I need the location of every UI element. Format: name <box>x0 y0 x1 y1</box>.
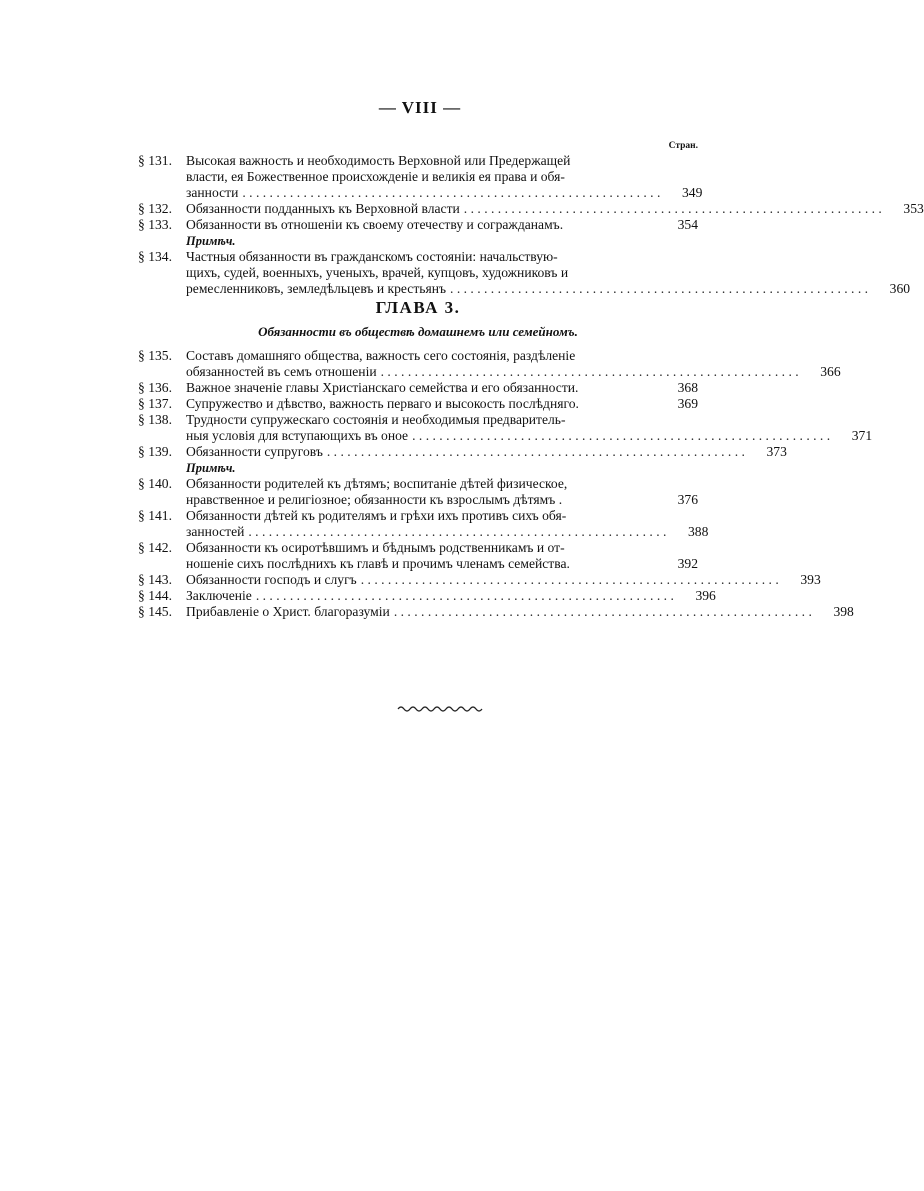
page-ref: 368 <box>677 380 698 395</box>
page-number: — VIII — <box>378 98 462 117</box>
toc-entry <box>138 572 821 588</box>
section-number: § 145. <box>138 604 172 619</box>
entry-title <box>186 588 678 604</box>
toc-entry <box>138 444 787 460</box>
section-number: § 138. <box>138 412 172 427</box>
section-number: § 142. <box>138 540 172 555</box>
section-number: § 140. <box>138 476 172 491</box>
entry-title <box>186 444 749 460</box>
entry-title-line: обязанностей въ семъ отношеніи <box>186 364 377 379</box>
entry-title-line: Обязанности подданныхъ къ Верховной власти <box>186 201 460 216</box>
section-2b-entries <box>138 476 854 620</box>
section-number: § 137. <box>138 396 172 411</box>
entry-title-last-line <box>186 604 816 620</box>
page-ref: 366 <box>820 364 841 379</box>
toc-entry <box>138 380 698 396</box>
entry-title <box>186 153 664 201</box>
dot-leader <box>361 572 779 588</box>
entry-title-line: власти, ея Божественное происхожденіе и великія ея права и обя- <box>186 169 565 184</box>
toc-entry <box>138 348 841 380</box>
section-number: § 143. <box>138 572 172 587</box>
entry-title-line: Важное значеніе главы Христіанскаго семейства и его обязанности. <box>186 380 579 395</box>
entry-title <box>186 604 816 620</box>
toc-entry <box>138 217 698 233</box>
section-number: § 131. <box>138 153 172 168</box>
entry-title <box>186 508 670 540</box>
toc-block-2 <box>138 348 873 620</box>
page-ref: 393 <box>800 572 821 587</box>
entry-title-last-line <box>186 364 803 380</box>
entry-title <box>186 572 783 588</box>
section-number: § 132. <box>138 201 172 216</box>
toc-entry <box>138 396 698 412</box>
dot-leader <box>412 428 830 444</box>
dot-leader <box>248 524 666 540</box>
entry-title-last-line <box>186 428 834 444</box>
entry-title-last-line <box>186 556 660 572</box>
section-number: § 141. <box>138 508 172 523</box>
entry-title-last-line <box>186 217 660 233</box>
entry-title-line: ношеніе сихъ послѣднихъ къ главѣ и прочимъ членамъ семейства. <box>186 556 570 571</box>
entry-title-line: занности <box>186 185 239 200</box>
entry-title-last-line <box>186 380 660 396</box>
section-number: § 134. <box>138 249 172 264</box>
dot-leader <box>242 185 660 201</box>
entry-title <box>186 540 660 572</box>
chapter-title: ГЛАВА 3. <box>375 298 461 317</box>
entry-title-line: Высокая важность и необходимость Верховной или Предержащей <box>186 153 571 168</box>
entry-title-last-line <box>186 444 749 460</box>
dot-leader <box>450 281 868 297</box>
toc-entry <box>138 588 716 604</box>
entry-title <box>186 348 803 380</box>
entry-title-line: Составъ домашняго общества, важность сего состоянія, раздѣленіе <box>186 348 576 363</box>
page-ref: 396 <box>695 588 716 603</box>
entry-title <box>186 396 660 412</box>
page-ref: 369 <box>677 396 698 411</box>
entry-title-last-line <box>186 185 664 201</box>
note-label: Примѣч. <box>186 461 236 475</box>
entry-title-line: Супружество и дѣвство, важность перваго и высокость послѣдняго. <box>186 396 579 411</box>
entry-title-line: ныя условія для вступающихъ въ оное <box>186 428 409 443</box>
dot-leader <box>464 201 882 217</box>
page-ref: 349 <box>681 185 703 200</box>
entry-title-line: Прибавленіе о Христ. благоразуміи <box>186 604 390 619</box>
entry-title-line: Заключеніе <box>186 588 252 603</box>
entry-title-line: щихъ, судей, военныхъ, ученыхъ, врачей, купцовъ, художниковъ и <box>186 265 569 280</box>
entry-title-line: Трудности супружескаго состоянія и необходимыя предваритель- <box>186 412 566 427</box>
entry-title-line: Обязанности къ осиротѣвшимъ и бѣднымъ родственникамъ и от- <box>186 540 565 555</box>
entry-title-line: Обязанности родителей къ дѣтямъ; воспитаніе дѣтей физическое, <box>186 476 568 491</box>
entry-title-line: Обязанности въ отношеніи къ своему отечеству и согражданамъ. <box>186 217 564 232</box>
page-ref: 398 <box>833 604 854 619</box>
section-2-entries <box>138 348 873 460</box>
toc-entry <box>138 249 911 297</box>
entry-title-line: Обязанности дѣтей къ родителямъ и грѣхи ихъ противъ сихъ обя- <box>186 508 567 523</box>
toc-entry <box>138 540 698 572</box>
page-ref: 354 <box>677 217 698 232</box>
section-number: § 136. <box>138 380 172 395</box>
section-number: § 139. <box>138 444 172 459</box>
chapter-subtitle: Обязанности въ обществѣ домашнемъ или семейномъ. <box>258 324 578 339</box>
section-number: § 135. <box>138 348 172 363</box>
section-1b-entries <box>138 249 911 297</box>
page-ref: 353 <box>903 201 924 216</box>
entry-title-last-line <box>186 492 660 508</box>
toc-entry <box>138 201 924 217</box>
entry-title-line: Частныя обязанности въ гражданскомъ состояніи: начальствую- <box>186 249 558 264</box>
entry-title <box>186 201 886 217</box>
entry-title <box>186 380 660 396</box>
entry-title-last-line <box>186 524 670 540</box>
dot-leader <box>394 604 812 620</box>
entry-title-last-line <box>186 201 886 217</box>
toc-entry <box>138 476 698 508</box>
entry-title <box>186 476 660 508</box>
section-number: § 144. <box>138 588 172 603</box>
column-header: Стран. <box>668 141 698 151</box>
toc-entry <box>138 508 709 540</box>
section-number: § 133. <box>138 217 172 232</box>
dot-leader <box>381 364 799 380</box>
page-ref: 373 <box>766 444 787 459</box>
dot-leader <box>327 444 745 460</box>
toc-entry <box>138 604 854 620</box>
closing-ornament-icon <box>396 704 486 714</box>
dot-leader <box>256 588 674 604</box>
entry-title-line: занностей <box>186 524 245 539</box>
toc-block-1 <box>138 140 924 297</box>
entry-title-last-line <box>186 588 678 604</box>
page-ref: 376 <box>677 492 698 507</box>
page-ref: 388 <box>688 524 709 539</box>
section-1-entries <box>138 153 924 233</box>
entry-title-line: Обязанности супруговъ <box>186 444 323 459</box>
page-ref: 371 <box>851 428 873 443</box>
entry-title <box>186 217 660 233</box>
entry-title-last-line <box>186 281 872 297</box>
entry-title-line: ремесленниковъ, земледѣльцевъ и крестьянъ <box>186 281 447 296</box>
entry-title <box>186 249 872 297</box>
entry-title-line: Обязанности господъ и слугъ <box>186 572 357 587</box>
entry-title-last-line <box>186 572 783 588</box>
entry-title-last-line <box>186 396 660 412</box>
page-ref: 360 <box>889 281 911 296</box>
note-label: Примѣч. <box>186 234 236 248</box>
toc-entry <box>138 412 873 444</box>
toc-entry <box>138 153 703 201</box>
entry-title-line: нравственное и религіозное; обязанности къ взрослымъ дѣтямъ . <box>186 492 563 507</box>
page-ref: 392 <box>677 556 698 571</box>
entry-title <box>186 412 834 444</box>
